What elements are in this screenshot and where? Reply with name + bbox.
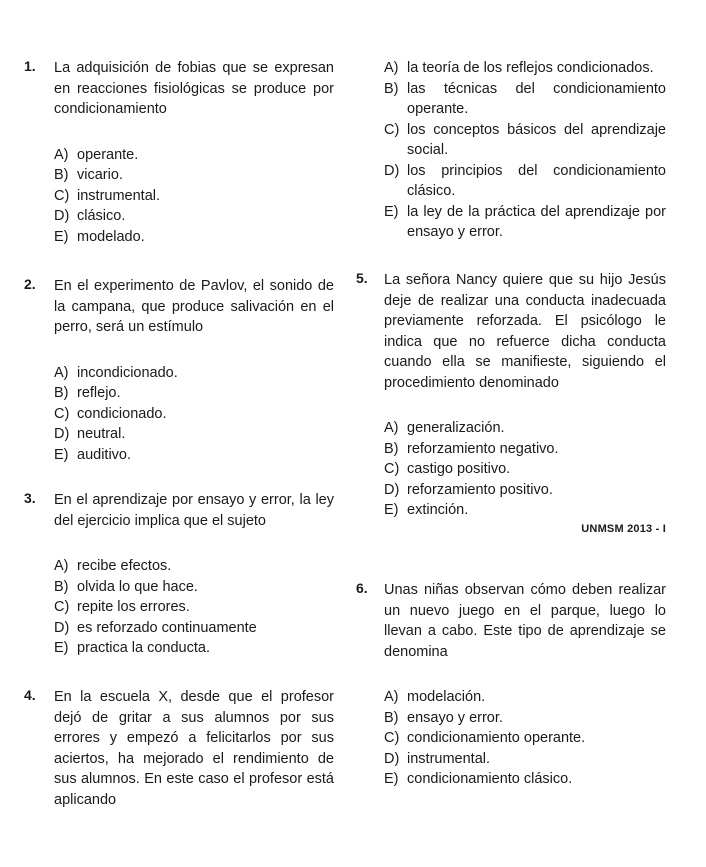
exam-source-label: UNMSM 2013 - I xyxy=(581,523,666,535)
option-letter: D) xyxy=(54,619,70,636)
question-3 xyxy=(24,490,334,659)
option-letter: E) xyxy=(54,446,69,463)
option-letter: A) xyxy=(54,558,69,574)
option-letter: E) xyxy=(384,203,399,220)
option-a xyxy=(54,363,334,384)
option-c xyxy=(54,186,334,207)
question-number: 3. xyxy=(24,490,36,506)
option-letter: C) xyxy=(54,187,70,204)
question-4 xyxy=(24,687,334,810)
option-d xyxy=(54,618,334,639)
options-list xyxy=(54,363,334,466)
option-e xyxy=(54,445,334,466)
option-d xyxy=(384,480,666,501)
option-d xyxy=(384,749,666,770)
question-stem: En el aprendizaje por ensayo y error, la ley del ejercicio implica que el sujeto xyxy=(54,492,334,529)
options-list xyxy=(384,418,666,521)
option-letter: B) xyxy=(54,578,69,595)
question-number: 2. xyxy=(24,276,36,292)
option-letter: C) xyxy=(384,461,400,477)
option-d xyxy=(54,206,334,227)
option-letter: C) xyxy=(54,599,70,615)
option-letter: E) xyxy=(54,640,69,656)
option-c xyxy=(384,459,666,480)
option-c xyxy=(54,404,334,425)
option-text: los conceptos básicos del aprendizaje social. xyxy=(407,121,666,158)
option-letter: B) xyxy=(54,385,69,401)
option-a xyxy=(384,418,666,439)
option-letter: B) xyxy=(384,440,399,457)
option-letter: A) xyxy=(384,60,399,76)
option-b xyxy=(54,165,334,186)
question-5 xyxy=(356,270,666,535)
question-number: 6. xyxy=(356,580,368,596)
option-text: practica la conducta. xyxy=(77,640,210,656)
option-letter: A) xyxy=(384,420,399,436)
option-text: reforzamiento positivo. xyxy=(407,481,553,498)
option-letter: D) xyxy=(384,162,400,179)
option-letter: C) xyxy=(54,405,70,422)
question-stem: Unas niñas observan cómo deben realizar un nuevo juego en el parque, luego lo llevan a cabo. Este tipo de aprendizaje se denomina xyxy=(384,582,666,660)
option-a xyxy=(384,58,666,79)
option-text: las técnicas del condicionamiento operante. xyxy=(407,80,666,117)
option-b xyxy=(384,79,666,120)
option-text: condicionamiento clásico. xyxy=(407,771,573,787)
option-text: es reforzado continuamente xyxy=(77,619,257,636)
option-text: condicionado. xyxy=(77,405,167,422)
option-letter: B) xyxy=(384,709,399,726)
question-2 xyxy=(24,276,334,465)
option-e xyxy=(384,500,666,521)
option-a xyxy=(384,687,666,708)
option-d xyxy=(384,161,666,202)
option-letter: B) xyxy=(54,167,69,183)
option-text: generalización. xyxy=(407,420,505,436)
option-d xyxy=(54,424,334,445)
options-list xyxy=(384,687,666,790)
option-b xyxy=(384,439,666,460)
option-c xyxy=(54,597,334,618)
option-text: ensayo y error. xyxy=(407,709,503,726)
option-text: recibe efectos. xyxy=(77,558,172,574)
option-letter: C) xyxy=(384,121,400,138)
option-letter: E) xyxy=(384,502,399,518)
option-text: castigo positivo. xyxy=(407,461,511,477)
option-a xyxy=(54,145,334,166)
option-text: los principios del condicionamiento clásico. xyxy=(407,162,666,199)
option-text: instrumental. xyxy=(77,187,161,204)
option-text: operante. xyxy=(77,146,139,163)
option-letter: D) xyxy=(54,426,70,442)
option-letter: D) xyxy=(384,481,400,498)
option-text: olvida lo que hace. xyxy=(77,578,198,595)
question-stem: En el experimento de Pavlov, el sonido de la campana, que produce salivación en el perro, será un estímulo xyxy=(54,278,334,335)
option-text: incondicionado. xyxy=(77,364,178,381)
question-stem: La señora Nancy quiere que su hijo Jesús deje de realizar una conducta inadecuada previamente reforzada. El psicólogo le indica que no refuerce dicha conducta cuando ella se manifieste, siguiendo el procedimiento denominado xyxy=(384,272,666,391)
option-text: condicionamiento operante. xyxy=(407,730,586,746)
option-text: reflejo. xyxy=(77,385,121,401)
option-text: modelación. xyxy=(407,689,486,705)
option-text: neutral. xyxy=(77,426,126,442)
option-text: clásico. xyxy=(77,208,126,224)
question-stem: En la escuela X, desde que el profesor dejó de gritar a sus alumnos por sus errores y empezó a felicitarlos por sus aciertos, ha mejorado el rendimiento de sus alumnos. En este caso el profesor está aplicando xyxy=(54,689,334,808)
option-text: extinción. xyxy=(407,502,469,518)
option-letter: E) xyxy=(384,771,399,787)
option-b xyxy=(54,577,334,598)
option-c xyxy=(384,728,666,749)
options-list xyxy=(54,556,334,659)
option-b xyxy=(384,708,666,729)
question-1 xyxy=(24,58,334,247)
option-a xyxy=(54,556,334,577)
option-e xyxy=(54,227,334,248)
question-number: 5. xyxy=(356,270,368,286)
question-number: 4. xyxy=(24,687,36,703)
option-letter: A) xyxy=(54,364,69,381)
option-e xyxy=(384,202,666,243)
option-text: modelado. xyxy=(77,228,145,245)
options-list xyxy=(54,145,334,248)
option-text: vicario. xyxy=(77,167,123,183)
question-stem: La adquisición de fobias que se expresan en reacciones fisiológicas se produce por condicionamiento xyxy=(54,60,334,117)
option-letter: A) xyxy=(54,146,69,163)
option-letter: C) xyxy=(384,730,400,746)
option-text: la ley de la práctica del aprendizaje por ensayo y error. xyxy=(407,203,666,240)
option-text: reforzamiento negativo. xyxy=(407,440,559,457)
option-letter: D) xyxy=(384,750,400,767)
options-list xyxy=(384,58,666,243)
question-6 xyxy=(356,580,666,790)
option-c xyxy=(384,120,666,161)
option-text: auditivo. xyxy=(77,446,132,463)
option-e xyxy=(54,638,334,659)
option-letter: B) xyxy=(384,80,399,97)
option-b xyxy=(54,383,334,404)
option-text: instrumental. xyxy=(407,750,491,767)
option-e xyxy=(384,769,666,790)
option-letter: A) xyxy=(384,689,399,705)
question-4-options xyxy=(356,58,666,243)
option-text: repite los errores. xyxy=(77,599,190,615)
question-number: 1. xyxy=(24,58,36,74)
option-text: la teoría de los reflejos condicionados. xyxy=(407,60,654,76)
option-letter: E) xyxy=(54,228,69,245)
option-letter: D) xyxy=(54,208,70,224)
